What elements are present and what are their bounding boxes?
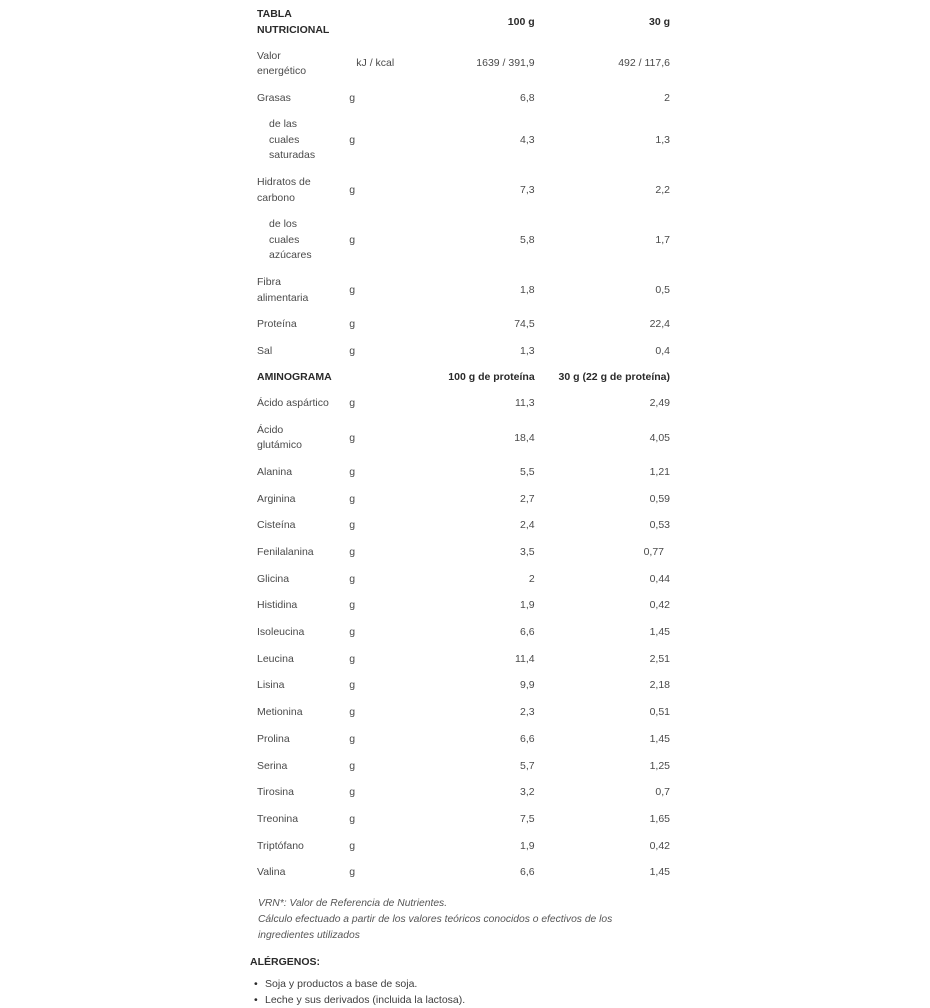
amino-acid-name: Serina <box>257 759 288 772</box>
value-per-100g-protein: 6,6 <box>520 626 535 639</box>
amino-acid-unit: g <box>349 519 356 532</box>
value-per-100g-protein: 2,4 <box>520 519 535 532</box>
amino-acid-name: Triptófano <box>257 839 304 852</box>
value-per-100g-protein: 6,6 <box>520 732 535 745</box>
amino-acid-unit: g <box>349 786 356 799</box>
nutrient-name: de las cuales saturadas <box>269 118 316 162</box>
value-per-30g: 1,25 <box>649 759 670 772</box>
value-per-30g: 1,7 <box>655 233 670 246</box>
amino-acid-unit: g <box>349 759 356 772</box>
nutrient-name: de los cuales azúcares <box>269 218 312 262</box>
value-per-30g: 0,42 <box>649 599 670 612</box>
nutrient-unit: g <box>349 283 356 296</box>
amino-acid-name: Tirosina <box>257 786 294 799</box>
amino-acid-unit: g <box>349 732 356 745</box>
value-per-30g: 2,18 <box>649 679 670 692</box>
value-per-30g: 2 <box>664 91 670 104</box>
nutrition-row <box>250 338 680 365</box>
value-per-30g: 0,5 <box>655 283 670 296</box>
aminogram-title: AMINOGRAMA <box>257 371 332 383</box>
nutrition-row <box>250 112 680 170</box>
value-per-100g-protein: 2,3 <box>520 706 535 719</box>
amino-acid-name: Isoleucina <box>257 626 305 639</box>
value-per-30g: 0,53 <box>649 519 670 532</box>
nutrient-name: Sal <box>257 344 273 357</box>
value-per-100g: 7,3 <box>520 183 535 196</box>
value-per-100g-protein: 5,7 <box>520 759 535 772</box>
value-per-100g: 5,8 <box>520 233 535 246</box>
value-per-30g: 1,3 <box>655 133 670 146</box>
aminogram-row <box>250 673 680 700</box>
amino-acid-unit: g <box>349 812 356 825</box>
value-per-100g: 6,8 <box>520 91 535 104</box>
amino-acid-name: Ácido aspártico <box>257 397 329 410</box>
value-per-30g: 0,59 <box>649 492 670 505</box>
value-per-30g: 1,65 <box>649 812 670 825</box>
value-per-100g: 1639 / 391,9 <box>476 57 535 70</box>
nutrition-row <box>250 85 680 112</box>
amino-acid-name: Metionina <box>257 706 303 719</box>
value-per-100g-protein: 11,4 <box>514 652 535 665</box>
value-per-100g-protein: 7,5 <box>520 812 535 825</box>
amino-acid-unit: g <box>349 546 356 559</box>
amino-acid-unit: g <box>349 492 356 505</box>
nutrient-unit: g <box>349 183 356 196</box>
amino-acid-unit: g <box>349 431 356 444</box>
value-per-30g: 0,42 <box>649 839 670 852</box>
amino-acid-name: Prolina <box>257 732 290 745</box>
nutrition-row <box>250 312 680 339</box>
nutrient-name: Fibra alimentaria <box>257 276 309 304</box>
value-per-100g-protein: 2,7 <box>520 492 535 505</box>
nutrition-header-row <box>250 5 680 43</box>
amino-acid-name: Alanina <box>257 465 293 478</box>
value-per-100g-protein: 3,5 <box>520 546 535 559</box>
amino-acid-name: Ácido glutámico <box>257 423 302 452</box>
value-per-100g: 4,3 <box>520 133 535 146</box>
value-per-30g: 2,51 <box>649 652 670 665</box>
amino-acid-unit: g <box>349 652 356 665</box>
amino-acid-unit: g <box>349 572 356 585</box>
aminogram-row <box>250 620 680 647</box>
amino-acid-name: Arginina <box>257 492 296 505</box>
column-header-30g: 30 g <box>648 15 670 28</box>
value-per-30g: 0,77 <box>643 546 664 559</box>
value-per-30g: 2,49 <box>649 397 670 410</box>
amino-acid-name: Treonina <box>257 812 299 825</box>
value-per-100g-protein: 2 <box>528 572 535 585</box>
amino-acid-unit: g <box>349 679 356 692</box>
nutrition-row <box>250 212 680 270</box>
aminogram-row <box>250 833 680 860</box>
nutrition-table <box>250 5 680 886</box>
value-per-30g: 0,51 <box>649 706 670 719</box>
amino-acid-unit: g <box>349 839 356 852</box>
aminogram-row <box>250 780 680 807</box>
allergen-item: • Soja y productos a base de soja. <box>265 976 680 992</box>
nutrition-row <box>250 43 680 85</box>
value-per-30g: 0,7 <box>655 786 670 799</box>
nutrient-name: Hidratos de carbono <box>257 176 311 204</box>
amino-acid-name: Leucina <box>257 652 294 665</box>
value-per-30g: 1,45 <box>649 866 670 879</box>
amino-acid-name: Lisina <box>257 679 285 692</box>
aminogram-row <box>250 806 680 833</box>
aminogram-row <box>250 860 680 887</box>
value-per-30g: 492 / 117,6 <box>618 57 670 70</box>
aminogram-row <box>250 459 680 486</box>
value-per-100g-protein: 3,2 <box>520 786 535 799</box>
aminogram-row <box>250 539 680 566</box>
column-header-100g: 100 g <box>507 15 535 28</box>
aminogram-row <box>250 391 680 418</box>
aminogram-header-row <box>250 365 680 391</box>
amino-acid-name: Histidina <box>257 599 298 612</box>
amino-acid-name: Glicina <box>257 572 290 585</box>
aminogram-row <box>250 486 680 513</box>
value-per-30g: 0,44 <box>649 572 670 585</box>
nutrient-unit: g <box>349 318 356 331</box>
aminogram-row <box>250 753 680 780</box>
allergen-item: • Leche y sus derivados (incluida la lactosa). <box>265 992 680 1008</box>
nutrient-unit: g <box>349 344 356 357</box>
amino-acid-unit: g <box>349 465 356 478</box>
value-per-100g-protein: 18,4 <box>514 431 535 444</box>
value-per-100g-protein: 9,9 <box>520 679 535 692</box>
value-per-30g: 4,05 <box>649 431 670 444</box>
aminogram-row <box>250 566 680 593</box>
value-per-100g-protein: 5,5 <box>520 465 535 478</box>
allergens-title: ALÉRGENOS: <box>250 956 321 969</box>
footnote <box>258 896 658 944</box>
value-per-100g-protein: 1,9 <box>520 599 535 612</box>
value-per-30g: 1,45 <box>649 626 670 639</box>
value-per-30g: 1,45 <box>649 732 670 745</box>
nutrient-name: Grasas <box>257 91 291 104</box>
aminogram-row <box>250 646 680 673</box>
column-header-100g-protein: 100 g de proteína <box>448 371 535 383</box>
amino-acid-name: Fenilalanina <box>257 546 314 559</box>
nutrient-name: Valor energético <box>257 49 307 78</box>
value-per-100g-protein: 11,3 <box>514 397 535 410</box>
value-per-100g: 1,8 <box>520 283 535 296</box>
aminogram-row <box>250 593 680 620</box>
column-header-30g-protein: 30 g (22 g de proteína) <box>558 371 670 383</box>
nutrient-unit: g <box>349 233 356 246</box>
nutrition-row <box>250 269 680 311</box>
value-per-100g: 1,3 <box>520 344 535 357</box>
nutrient-name: Proteína <box>257 318 297 331</box>
value-per-100g: 74,5 <box>514 318 535 331</box>
value-per-30g: 0,4 <box>655 344 670 357</box>
allergens-list <box>250 976 680 1008</box>
value-per-30g: 2,2 <box>655 183 670 196</box>
calculation-note: Cálculo efectuado a partir de los valores teóricos conocidos o efectivos de los ingredientes utilizados <box>258 914 613 942</box>
nutrient-unit: g <box>349 133 356 146</box>
nutrient-unit: kJ / kcal <box>356 57 395 70</box>
value-per-30g: 22,4 <box>649 318 670 331</box>
amino-acid-name: Valina <box>257 866 286 879</box>
aminogram-row <box>250 417 680 459</box>
amino-acid-unit: g <box>349 626 356 639</box>
aminogram-row <box>250 726 680 753</box>
nutrition-row <box>250 170 680 212</box>
amino-acid-unit: g <box>349 866 356 879</box>
value-per-30g: 1,21 <box>649 465 670 478</box>
value-per-100g-protein: 6,6 <box>520 866 535 879</box>
amino-acid-unit: g <box>349 706 356 719</box>
amino-acid-unit: g <box>349 397 356 410</box>
aminogram-row <box>250 513 680 540</box>
aminogram-row <box>250 700 680 727</box>
nutrition-content <box>250 5 680 1008</box>
nutrition-table-title: TABLA NUTRICIONAL <box>257 8 330 36</box>
value-per-100g-protein: 1,9 <box>520 839 535 852</box>
nutrient-unit: g <box>349 91 356 104</box>
amino-acid-name: Cisteína <box>257 519 296 532</box>
vrn-note: VRN*: Valor de Referencia de Nutrientes. <box>258 898 448 910</box>
amino-acid-unit: g <box>349 599 356 612</box>
